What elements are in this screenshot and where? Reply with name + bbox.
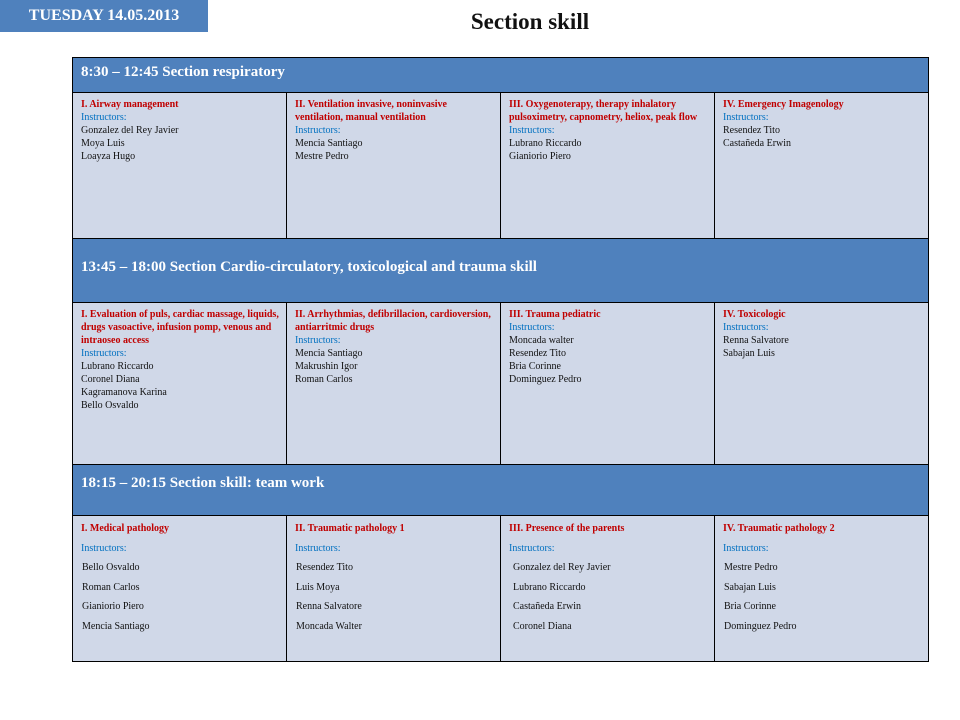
instructor-name: Sabajan Luis bbox=[723, 348, 775, 359]
session-cell bbox=[715, 303, 929, 465]
schedule-table bbox=[72, 57, 929, 662]
instructors-label: Instructors: bbox=[723, 542, 769, 554]
section-header bbox=[73, 239, 929, 303]
instructor-name: Mencia Santiago bbox=[82, 620, 150, 632]
section-title: 13:45 – 18:00 Section Cardio-circulatory, toxicological and trauma skill bbox=[73, 239, 929, 303]
session-cell bbox=[501, 303, 715, 465]
session-cell bbox=[73, 516, 287, 662]
instructor-name: Gianiorio Piero bbox=[82, 601, 144, 612]
session-title: III. Presence of the parents bbox=[509, 523, 625, 534]
session-title: III. Oxygenoterapy, therapy inhalatory pulsoximetry, capnometry, heliox, peak flow bbox=[509, 99, 698, 123]
session-title: IV. Toxicologic bbox=[723, 309, 786, 320]
instructor-name: Sabajan Luis bbox=[724, 581, 776, 593]
instructor-name: Resendez Tito bbox=[723, 125, 780, 136]
instructor-name: Moya Luis bbox=[81, 138, 125, 149]
instructor-name: Lubrano Riccardo bbox=[513, 581, 586, 593]
instructor-name: Moncada walter bbox=[509, 335, 574, 346]
instructors-label: Instructors: bbox=[509, 125, 555, 136]
session-title: III. Trauma pediatric bbox=[509, 309, 601, 320]
session-title: IV. Emergency Imagenology bbox=[723, 99, 844, 110]
session-title: II. Traumatic pathology 1 bbox=[295, 523, 405, 534]
instructor-name: Mestre Pedro bbox=[724, 562, 778, 573]
instructors-label: Instructors: bbox=[81, 542, 127, 554]
instructor-name: Castañeda Erwin bbox=[723, 138, 792, 149]
session-title: I. Medical pathology bbox=[81, 523, 170, 534]
instructor-name: Mencia Santiago bbox=[295, 348, 363, 359]
instructor-name: Resendez Tito bbox=[509, 348, 566, 359]
instructors-label: Instructors: bbox=[295, 335, 341, 346]
instructors-label: Instructors: bbox=[723, 322, 769, 333]
instructor-name: Renna Salvatore bbox=[723, 335, 789, 346]
section-header bbox=[73, 58, 929, 93]
session-title: I. Evaluation of puls, cardiac massage, liquids, drugs vasoactive, infusion pomp, venous and intraoseo access bbox=[81, 309, 279, 346]
instructor-name: Coronel Diana bbox=[81, 374, 140, 385]
instructors-label: Instructors: bbox=[295, 542, 341, 554]
instructor-name: Mencia Santiago bbox=[295, 138, 363, 149]
instructor-name: Moncada Walter bbox=[296, 620, 362, 632]
session-row bbox=[73, 303, 929, 465]
instructor-name: Loayza Hugo bbox=[81, 151, 136, 162]
instructors-label: Instructors: bbox=[81, 348, 127, 359]
session-cell bbox=[287, 303, 501, 465]
session-title: II. Arrhythmias, defibrillacion, cardioversion, antiarritmic drugs bbox=[295, 309, 491, 333]
instructor-name: Dominguez Pedro bbox=[724, 620, 797, 632]
instructor-name: Bello Osvaldo bbox=[81, 400, 139, 411]
instructor-name: Lubrano Riccardo bbox=[509, 138, 582, 149]
instructor-name: Kagramanova Karina bbox=[81, 387, 167, 398]
instructor-name: Roman Carlos bbox=[82, 581, 140, 593]
section-title: 8:30 – 12:45 Section respiratory bbox=[73, 58, 929, 93]
instructor-name: Dominguez Pedro bbox=[509, 374, 582, 385]
instructor-name: Bello Osvaldo bbox=[82, 562, 140, 573]
instructors-label: Instructors: bbox=[723, 112, 769, 123]
instructors-label: Instructors: bbox=[295, 125, 341, 136]
session-title: II. Ventilation invasive, noninvasive ventilation, manual ventilation bbox=[295, 99, 447, 123]
session-title: IV. Traumatic pathology 2 bbox=[723, 523, 835, 534]
session-cell bbox=[501, 93, 715, 239]
section-header bbox=[73, 465, 929, 516]
instructor-name: Gianiorio Piero bbox=[509, 151, 571, 162]
page-title: Section skill bbox=[470, 9, 590, 34]
instructor-name: Lubrano Riccardo bbox=[81, 361, 154, 372]
session-row bbox=[73, 516, 929, 662]
instructors-label: Instructors: bbox=[509, 322, 555, 333]
session-cell bbox=[287, 93, 501, 239]
session-title: I. Airway management bbox=[81, 99, 179, 110]
session-cell bbox=[501, 516, 715, 662]
instructor-name: Mestre Pedro bbox=[295, 151, 349, 162]
session-row bbox=[73, 93, 929, 239]
instructor-name: Makrushin Igor bbox=[295, 361, 358, 372]
instructor-name: Gonzalez del Rey Javier bbox=[513, 562, 611, 573]
instructor-name: Coronel Diana bbox=[513, 620, 572, 632]
date-badge: TUESDAY 14.05.2013 bbox=[0, 0, 208, 32]
instructor-name: Bria Corinne bbox=[724, 601, 776, 612]
instructor-name: Bria Corinne bbox=[509, 361, 561, 372]
instructor-name: Roman Carlos bbox=[295, 374, 353, 385]
session-cell bbox=[73, 93, 287, 239]
instructor-name: Luis Moya bbox=[296, 581, 340, 593]
section-title: 18:15 – 20:15 Section skill: team work bbox=[73, 465, 929, 516]
instructor-name: Renna Salvatore bbox=[296, 601, 362, 612]
instructor-name: Castañeda Erwin bbox=[513, 601, 582, 612]
session-cell bbox=[715, 516, 929, 662]
instructors-label: Instructors: bbox=[509, 542, 555, 554]
instructors-label: Instructors: bbox=[81, 112, 127, 123]
session-cell bbox=[287, 516, 501, 662]
instructor-name: Gonzalez del Rey Javier bbox=[81, 125, 179, 136]
instructor-name: Resendez Tito bbox=[296, 562, 353, 573]
session-cell bbox=[715, 93, 929, 239]
session-cell bbox=[73, 303, 287, 465]
